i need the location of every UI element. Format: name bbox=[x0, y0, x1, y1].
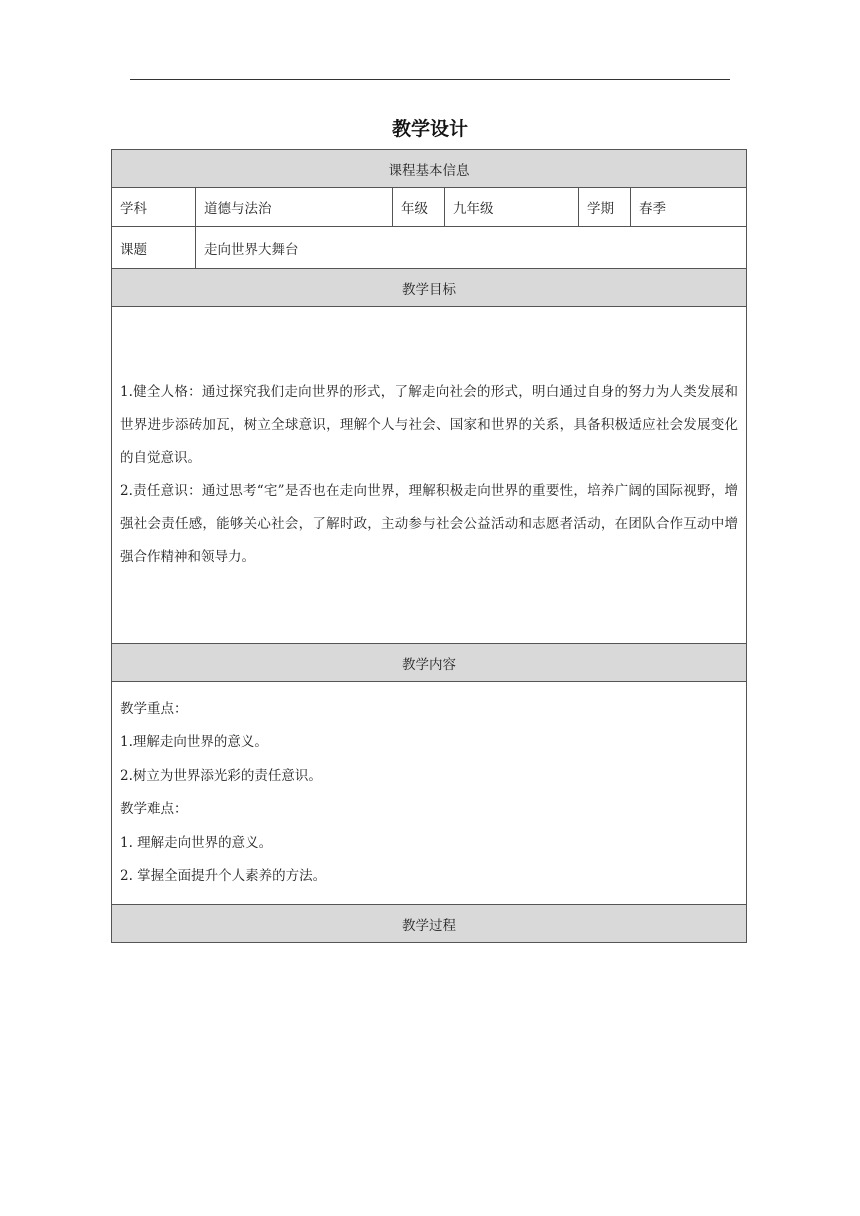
section-header-process: 教学过程 bbox=[112, 905, 747, 943]
content-line: 教学重点： bbox=[120, 700, 188, 717]
content-line: 2. 掌握全面提升个人素养的方法。 bbox=[120, 868, 327, 884]
term-value: 春季 bbox=[631, 188, 747, 227]
header-rule bbox=[130, 79, 730, 80]
objectives-body bbox=[112, 307, 747, 644]
topic-label: 课题 bbox=[112, 227, 196, 269]
section-header-objectives: 教学目标 bbox=[112, 269, 747, 307]
content-line: 2.树立为世界添光彩的责任意识。 bbox=[120, 767, 322, 784]
objective-item: 2.责任意识：通过思考“宅”是否也在走向世界，理解积极走向世界的重要性，培养广阔的国际视野，增强社会责任感，能够关心社会，了解时政，主动参与社会公益活动和志愿者活动，在团队合作互动中增强合作精神和领导力。 bbox=[120, 483, 739, 565]
content-line: 1. 理解走向世界的意义。 bbox=[120, 834, 273, 851]
subject-value: 道德与法治 bbox=[196, 188, 393, 227]
content-line: 1.理解走向世界的意义。 bbox=[120, 734, 268, 750]
content-body bbox=[112, 682, 747, 905]
section-header-content: 教学内容 bbox=[112, 644, 747, 682]
section-header-basic-info: 课程基本信息 bbox=[112, 150, 747, 188]
grade-label: 年级 bbox=[393, 188, 445, 227]
content-line: 教学难点： bbox=[120, 801, 188, 817]
subject-label: 学科 bbox=[112, 188, 196, 227]
grade-value: 九年级 bbox=[445, 188, 579, 227]
lesson-design-table bbox=[111, 149, 747, 943]
objective-item: 1.健全人格：通过探究我们走向世界的形式，了解走向社会的形式，明白通过自身的努力为人类发展和世界进步添砖加瓦，树立全球意识，理解个人与社会、国家和世界的关系，具备积极适应社会发展变化的自觉意识。 bbox=[120, 384, 739, 466]
term-label: 学期 bbox=[579, 188, 631, 227]
document-title: 教学设计 bbox=[391, 118, 468, 140]
topic-value: 走向世界大舞台 bbox=[196, 227, 747, 269]
